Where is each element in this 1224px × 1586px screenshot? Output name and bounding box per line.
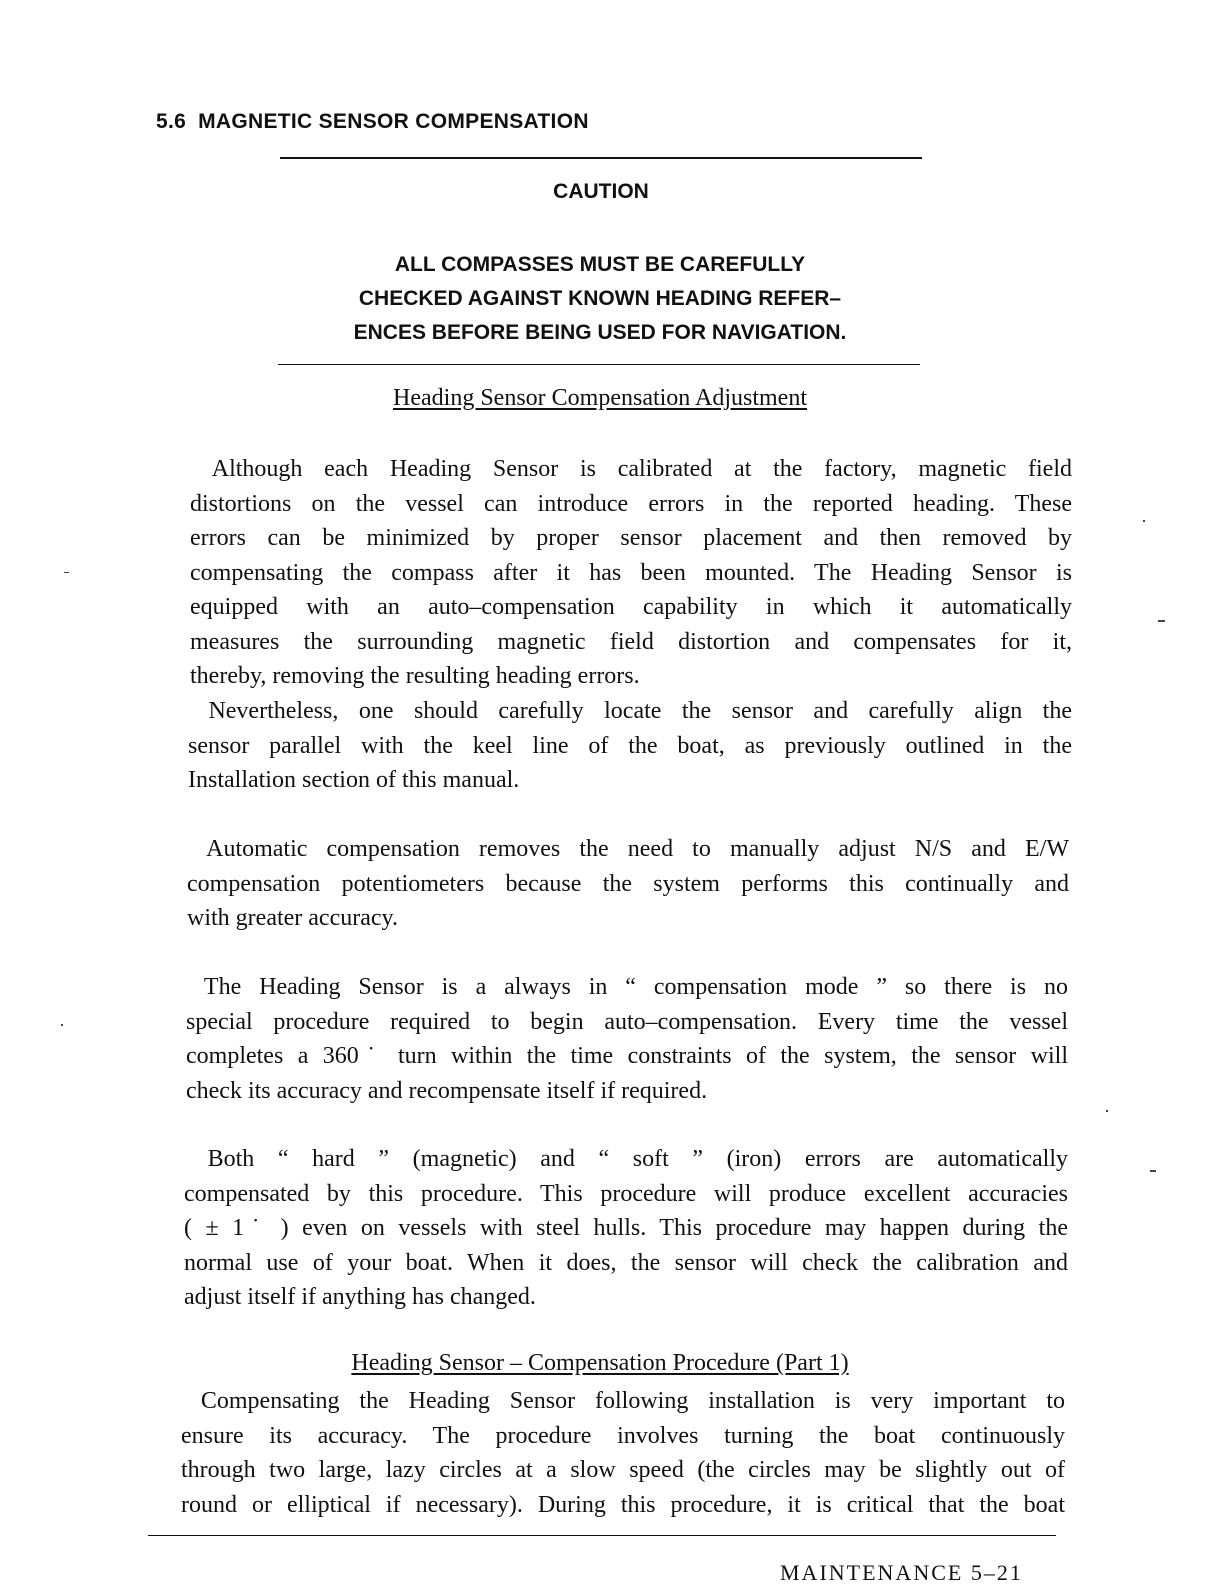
paragraph bbox=[186, 970, 1068, 1108]
paragraph-line: compensated by this procedure. This procedure will produce excellent accuracies bbox=[184, 1180, 1068, 1207]
scan-speck bbox=[61, 1024, 63, 1026]
paragraph-line: thereby, removing the resulting heading errors. bbox=[190, 663, 640, 689]
subheading-compensation-procedure: Heading Sensor – Compensation Procedure (Part 1) bbox=[351, 1350, 849, 1376]
section-number: 5.6 bbox=[156, 110, 187, 133]
paragraph-line: with greater accuracy. bbox=[187, 905, 398, 931]
paragraph-line: Automatic compensation removes the need to manually adjust N/S and E/W bbox=[187, 836, 1069, 862]
paragraph-line: errors can be minimized by proper sensor placement and then removed by bbox=[190, 525, 1072, 551]
caution-line: CHECKED AGAINST KNOWN HEADING REFER– bbox=[358, 287, 842, 310]
paragraph-line: Both “ hard ” (magnetic) and “ soft ” (iron) errors are automatically bbox=[184, 1146, 1068, 1172]
footer-rule bbox=[148, 1535, 1056, 1536]
paragraph-line: Compensating the Heading Sensor following installation is very important to bbox=[181, 1388, 1065, 1414]
paragraph-line: normal use of your boat. When it does, the sensor will check the calibration and bbox=[184, 1249, 1068, 1276]
paragraph-line: adjust itself if anything has changed. bbox=[184, 1284, 536, 1310]
paragraph-line: ensure its accuracy. The procedure involves turning the boat continuously bbox=[181, 1422, 1065, 1449]
paragraph-line: compensating the compass after it has been mounted. The Heading Sensor is bbox=[190, 559, 1072, 586]
paragraph bbox=[187, 832, 1069, 936]
paragraph bbox=[188, 694, 1072, 798]
paragraph-line: equipped with an auto–compensation capability in which it automatically bbox=[190, 594, 1072, 620]
section-title: MAGNETIC SENSOR COMPENSATION bbox=[198, 110, 589, 133]
subheading-compensation-adjustment: Heading Sensor Compensation Adjustment bbox=[393, 385, 807, 411]
paragraph bbox=[190, 452, 1072, 694]
caution-bottom-rule bbox=[278, 364, 920, 365]
paragraph-line: distortions on the vessel can introduce errors in the reported heading. These bbox=[190, 490, 1072, 517]
page-footer: MAINTENANCE 5–21 bbox=[780, 1560, 1023, 1585]
paragraph-line: completes a 360˙ turn within the time constraints of the system, the sensor will bbox=[186, 1043, 1068, 1069]
caution-line: ALL COMPASSES MUST BE CAREFULLY bbox=[394, 253, 806, 276]
caution-title: CAUTION bbox=[553, 180, 649, 203]
scan-speck bbox=[1150, 1170, 1156, 1172]
paragraph-line: sensor parallel with the keel line of the boat, as previously outlined in the bbox=[188, 732, 1072, 759]
caution-line: ENCES BEFORE BEING USED FOR NAVIGATION. bbox=[353, 321, 847, 344]
paragraph-line: check its accuracy and recompensate itself if required. bbox=[186, 1077, 708, 1104]
paragraph-line: measures the surrounding magnetic field distortion and compensates for it, bbox=[190, 628, 1072, 655]
section-heading bbox=[156, 110, 589, 134]
paragraph-line: round or elliptical if necessary). During this procedure, it is critical that the boat bbox=[181, 1491, 1065, 1518]
caution-text bbox=[270, 248, 930, 350]
paragraph-line: Nevertheless, one should carefully locate the sensor and carefully align the bbox=[188, 698, 1072, 724]
paragraph-line: Installation section of this manual. bbox=[188, 767, 520, 793]
paragraph bbox=[184, 1142, 1068, 1315]
paragraph-line: through two large, lazy circles at a slow speed (the circles may be slightly out of bbox=[181, 1457, 1065, 1483]
paragraph-line: ( ± 1˙ ) even on vessels with steel hulls. This procedure may happen during the bbox=[184, 1215, 1068, 1241]
paragraph-line: special procedure required to begin auto–compensation. Every time the vessel bbox=[186, 1008, 1068, 1035]
paragraph-line: Although each Heading Sensor is calibrated at the factory, magnetic field bbox=[190, 456, 1072, 482]
scan-speck bbox=[64, 572, 69, 573]
paragraph-line: compensation potentiometers because the system performs this continually and bbox=[187, 870, 1069, 897]
scan-speck bbox=[1106, 1110, 1108, 1112]
caution-top-rule bbox=[280, 157, 922, 159]
paragraph bbox=[181, 1384, 1065, 1522]
paragraph-line: The Heading Sensor is a always in “ compensation mode ” so there is no bbox=[186, 974, 1068, 1000]
scan-speck bbox=[1158, 620, 1165, 622]
scan-speck bbox=[1143, 520, 1145, 522]
